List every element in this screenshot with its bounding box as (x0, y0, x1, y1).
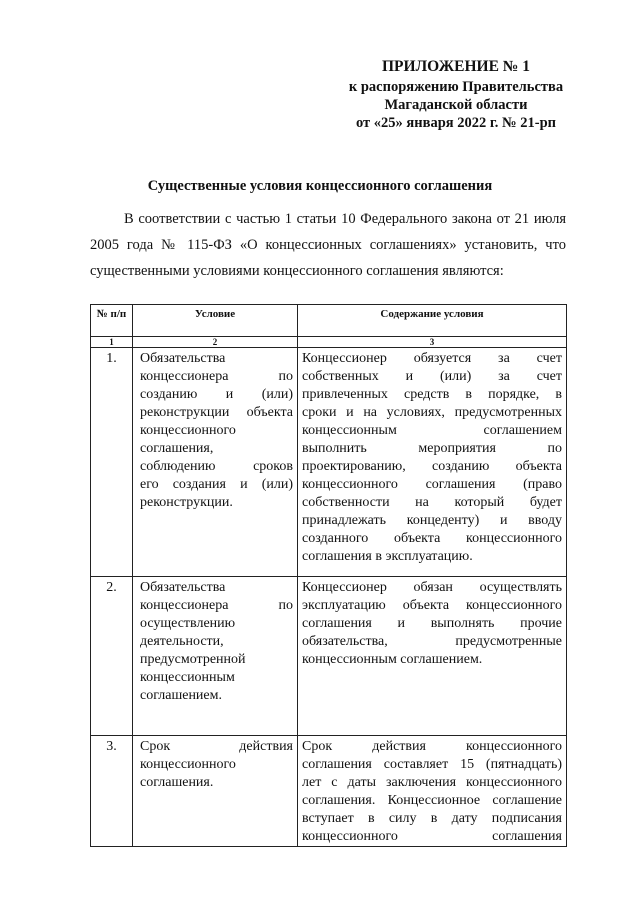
intro-paragraph (90, 206, 566, 284)
table-row (91, 736, 567, 847)
appendix-line-3: от «25» января 2022 г. № 21-рп (355, 115, 556, 131)
content-line: соглашения составляет 15 (пятнадцать) (302, 757, 562, 772)
content-cell (298, 577, 567, 736)
appendix-line-1: к распоряжению Правительства (348, 79, 564, 95)
row-number: 1. (91, 348, 133, 577)
intro-line-1: В соответствии с частью 1 статьи 10 Федерального закона от 21 июля (124, 211, 566, 227)
content-line: собственности на который будет (302, 495, 562, 510)
condition-line: предусмотренной (140, 652, 246, 667)
header-condition: Условие (133, 305, 298, 337)
condition-line: его создания и (или) (140, 477, 293, 492)
condition-line: осуществлению (140, 616, 236, 631)
content-line: лет с даты заключения концессионного (302, 775, 562, 790)
intro-line-2: 2005 года № 115-ФЗ «О концессионных соглашениях» установить, что (90, 237, 566, 253)
content-cell (298, 348, 567, 577)
row-number: 3. (91, 736, 133, 847)
table-header-row (91, 305, 567, 337)
condition-line: реконструкции объекта (140, 405, 293, 420)
content-line: Концессионер обязан осуществлять (302, 580, 562, 595)
index-cell-3: 3 (298, 337, 567, 348)
condition-line: концессионера по (140, 598, 293, 613)
content-line: привлеченных средств в порядке, в (302, 387, 562, 402)
content-cell (298, 736, 567, 847)
index-cell-2: 2 (133, 337, 298, 348)
header-content: Содержание условия (298, 305, 567, 337)
content-line: собственных и (или) за счет (302, 369, 562, 384)
condition-cell (133, 736, 298, 847)
content-line: принадлежать концеденту) и вводу (302, 513, 562, 528)
row-number: 2. (91, 577, 133, 736)
header-number: № п/п (91, 305, 133, 337)
condition-line: концессионера по (140, 369, 293, 384)
content-line: эксплуатацию объекта концессионного (302, 598, 562, 613)
table-row (91, 348, 567, 577)
document-title: Существенные условия концессионного соглашения (147, 178, 493, 194)
condition-line: соблюдению сроков (140, 459, 293, 474)
appendix-line-2: Магаданской области (384, 97, 528, 113)
condition-line: концессионным (140, 670, 235, 685)
appendix-title: ПРИЛОЖЕНИЕ № 1 (382, 58, 530, 75)
conditions-table (90, 304, 567, 847)
condition-line: соглашения. (140, 775, 214, 790)
condition-line: соглашения, (140, 441, 214, 456)
intro-line-3: существенными условиями концессионного соглашения являются: (90, 263, 504, 279)
content-line: Концессионер обязуется за счет (302, 351, 562, 366)
table-index-row (91, 337, 567, 348)
condition-line: Обязательства (140, 580, 226, 595)
condition-cell (133, 577, 298, 736)
content-line: сроки и на условиях, предусмотренных (302, 405, 562, 420)
condition-line: реконструкции. (140, 495, 233, 510)
index-cell-1: 1 (91, 337, 133, 348)
condition-line: Обязательства (140, 351, 226, 366)
condition-line: соглашением. (140, 688, 222, 703)
content-line: обязательства, предусмотренные (302, 634, 562, 649)
content-line: соглашения и выполнять прочие (302, 616, 562, 631)
content-line: концессионного соглашения (право (302, 477, 562, 492)
content-line: созданного объекта концессионного (302, 531, 562, 546)
content-line: концессионного соглашения (302, 829, 562, 844)
content-line: выполнить мероприятия по (302, 441, 562, 456)
content-line: проектированию, созданию объекта (302, 459, 562, 474)
condition-cell (133, 348, 298, 577)
content-line: соглашения в эксплуатацию. (302, 549, 473, 564)
condition-line: Срок действия (140, 739, 293, 754)
condition-line: деятельности, (140, 634, 224, 649)
content-line: концессионным соглашением (302, 423, 562, 438)
content-line: концессионным соглашением. (302, 652, 483, 667)
content-line: Срок действия концессионного (302, 739, 562, 754)
condition-line: концессионного (140, 423, 236, 438)
table-row (91, 577, 567, 736)
content-line: соглашения. Концессионное соглашение (302, 793, 562, 808)
condition-line: концессионного (140, 757, 236, 772)
content-line: вступает в силу в дату подписания (302, 811, 562, 826)
condition-line: созданию и (или) (140, 387, 293, 402)
appendix-header (340, 58, 572, 132)
